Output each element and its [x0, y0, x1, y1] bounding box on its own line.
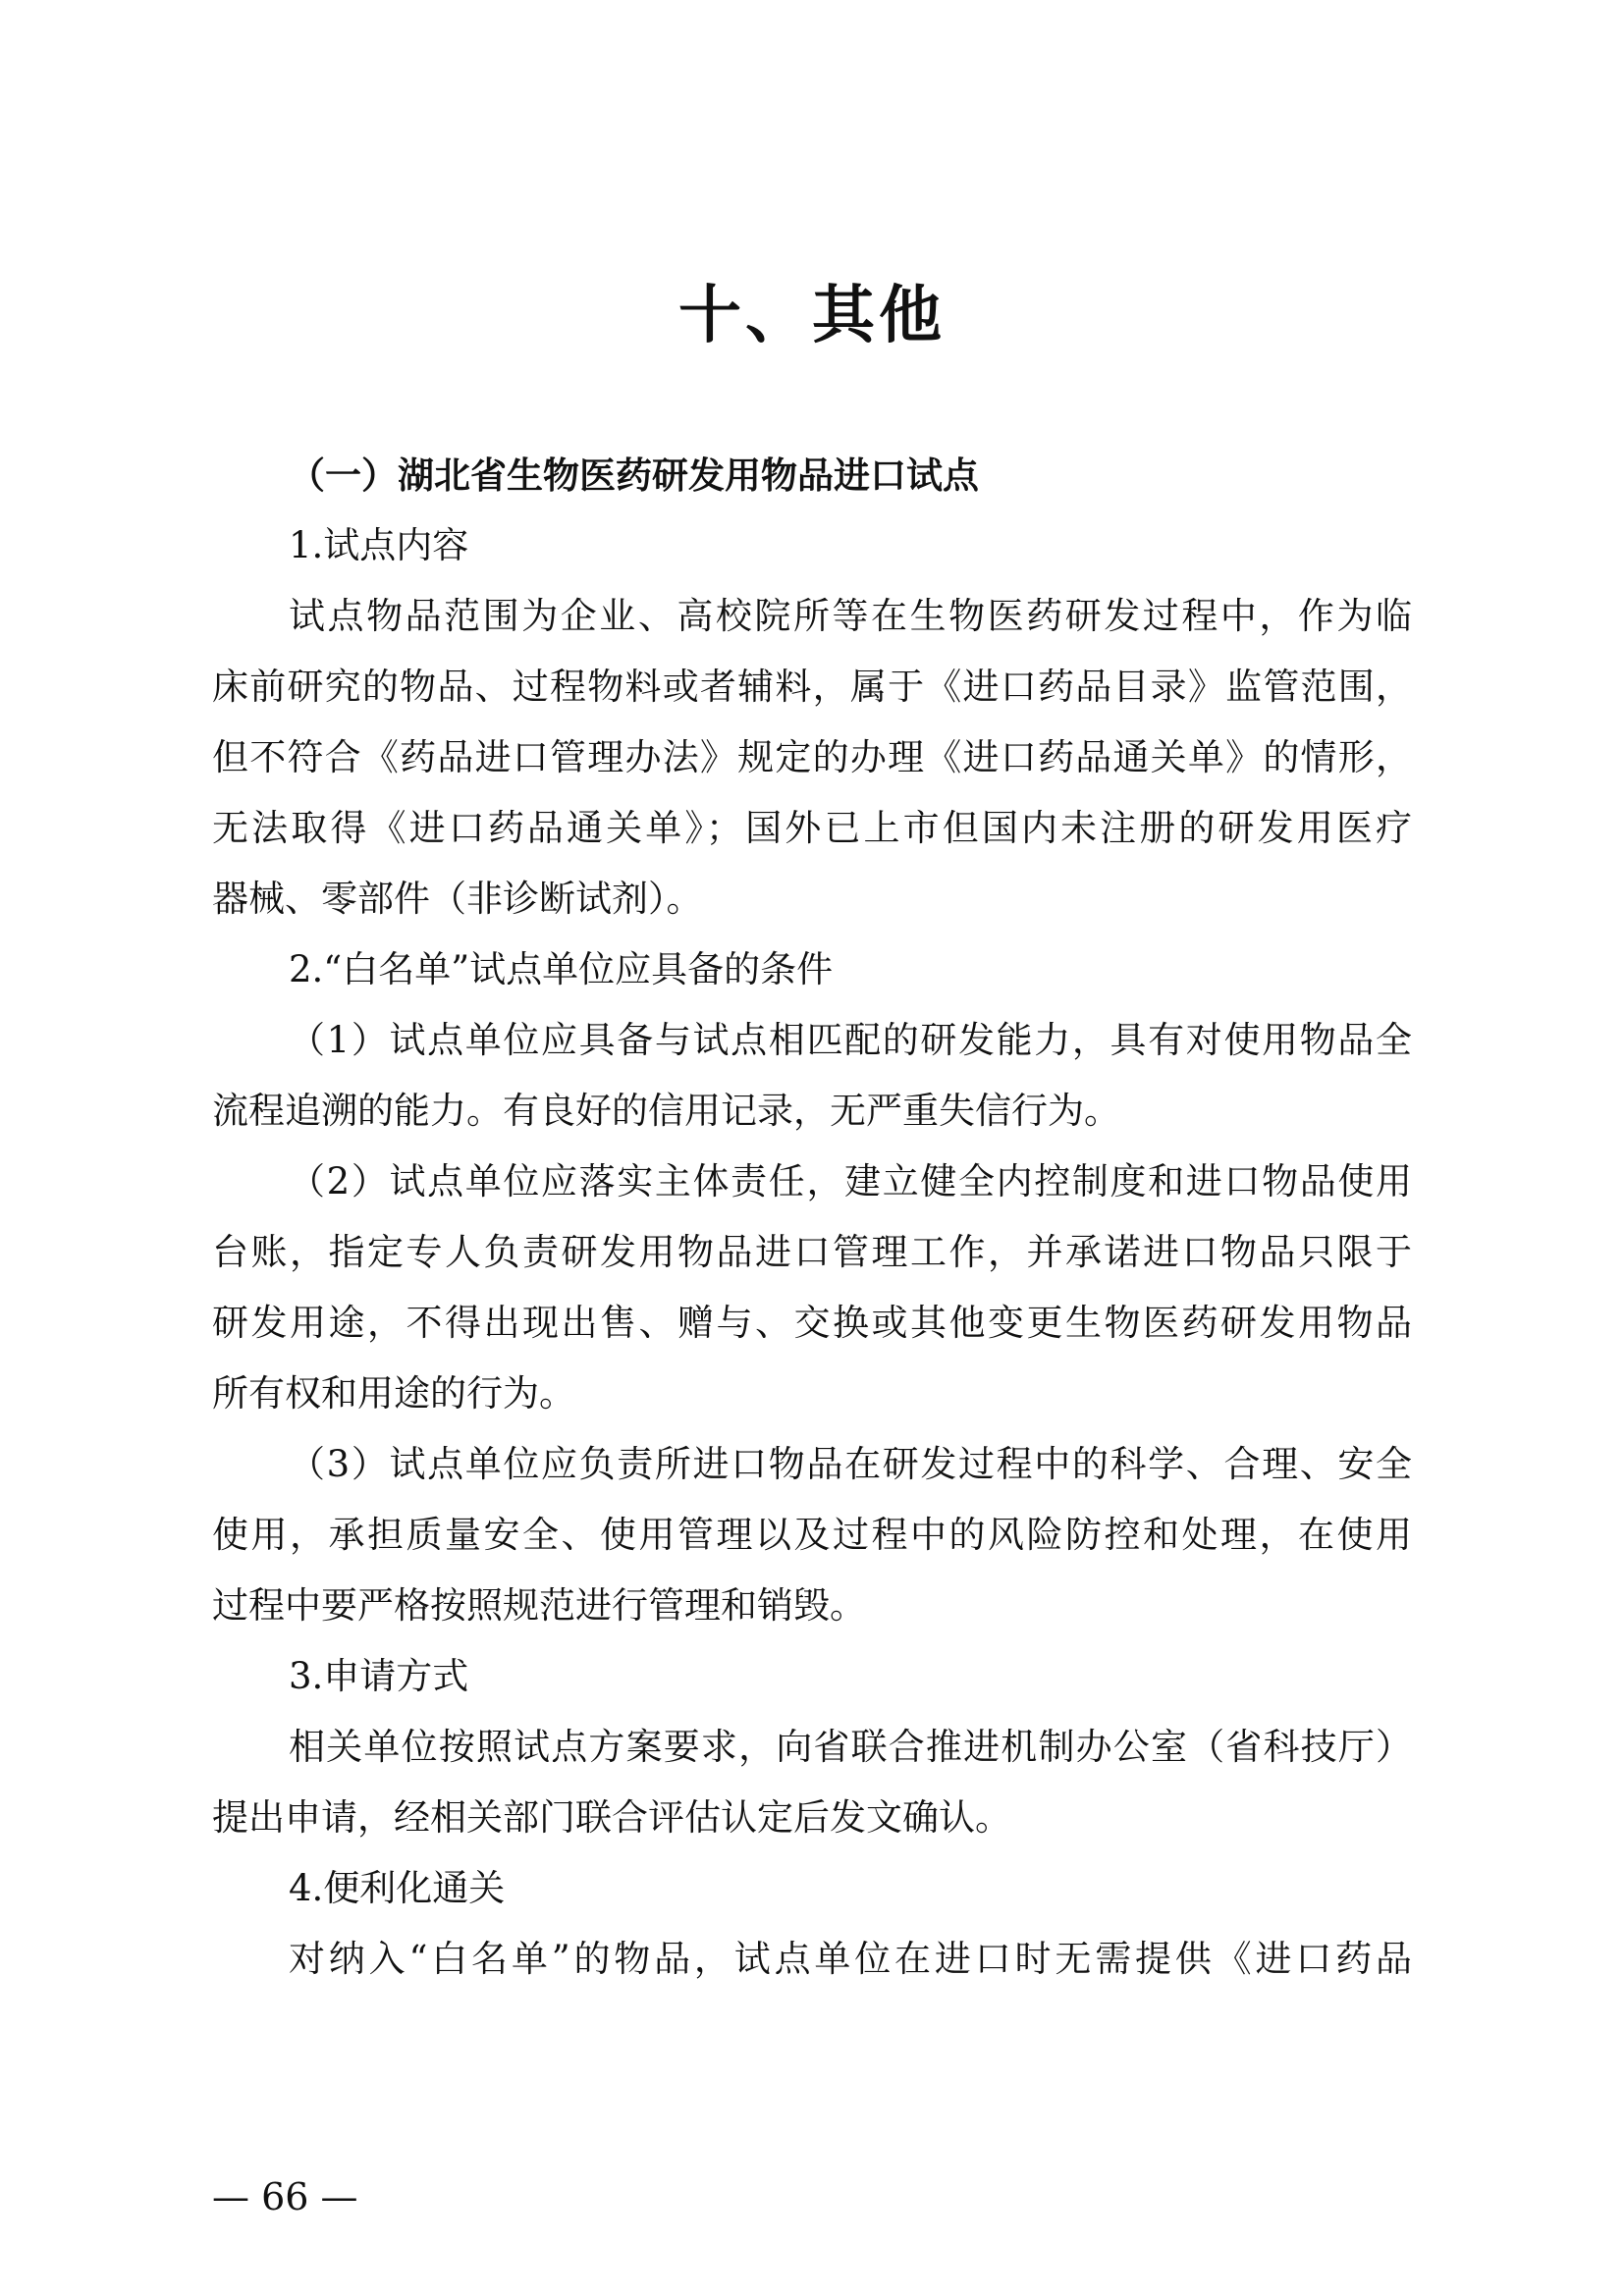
section-heading: （一）湖北省生物医药研发用物品进口试点 [289, 454, 979, 497]
paragraph-line: 所有权和用途的行为。 [212, 1372, 575, 1415]
paragraph-line: （2）试点单位应落实主体责任，建立健全内控制度和进口物品使用 [289, 1160, 1412, 1202]
subsection-heading: 2.“白名单”试点单位应具备的条件 [289, 948, 834, 990]
paragraph-line: 无法取得《进口药品通关单》；国外已上市但国内未注册的研发用医疗 [212, 807, 1412, 849]
paragraph-line: 研发用途，不得出现出售、赠与、交换或其他变更生物医药研发用物品 [212, 1302, 1412, 1344]
subsection-heading: 1.试点内容 [289, 524, 469, 566]
paragraph-line: 床前研究的物品、过程物料或者辅料，属于《进口药品目录》监管范围， [212, 666, 1412, 708]
paragraph-line: 但不符合《药品进口管理办法》规定的办理《进口药品通关单》的情形， [212, 736, 1412, 778]
paragraph-line: 对纳入“白名单”的物品，试点单位在进口时无需提供《进口药品 [289, 1938, 1412, 1980]
page-title: 十、其他 [678, 279, 946, 352]
paragraph-line: （1）试点单位应具备与试点相匹配的研发能力，具有对使用物品全 [289, 1019, 1412, 1061]
paragraph-line: 台账，指定专人负责研发用物品进口管理工作，并承诺进口物品只限于 [212, 1231, 1412, 1273]
paragraph-line: 相关单位按照试点方案要求，向省联合推进机制办公室（省科技厅） [289, 1726, 1412, 1768]
paragraph-line: 过程中要严格按照规范进行管理和销毁。 [212, 1584, 866, 1627]
paragraph-line: 流程追溯的能力。有良好的信用记录，无严重失信行为。 [212, 1090, 1120, 1132]
page-number: — 66 — [212, 2175, 358, 2218]
paragraph-line: （3）试点单位应负责所进口物品在研发过程中的科学、合理、安全 [289, 1443, 1412, 1485]
paragraph-line: 器械、零部件（非诊断试剂）。 [212, 878, 703, 920]
paragraph-line: 试点物品范围为企业、高校院所等在生物医药研发过程中，作为临 [289, 595, 1412, 637]
subsection-heading: 4.便利化通关 [289, 1867, 506, 1909]
paragraph-line: 使用，承担质量安全、使用管理以及过程中的风险防控和处理，在使用 [212, 1514, 1412, 1556]
document-body [212, 440, 1412, 1995]
subsection-heading: 3.申请方式 [289, 1655, 469, 1697]
paragraph-line: 提出申请，经相关部门联合评估认定后发文确认。 [212, 1796, 1011, 1839]
